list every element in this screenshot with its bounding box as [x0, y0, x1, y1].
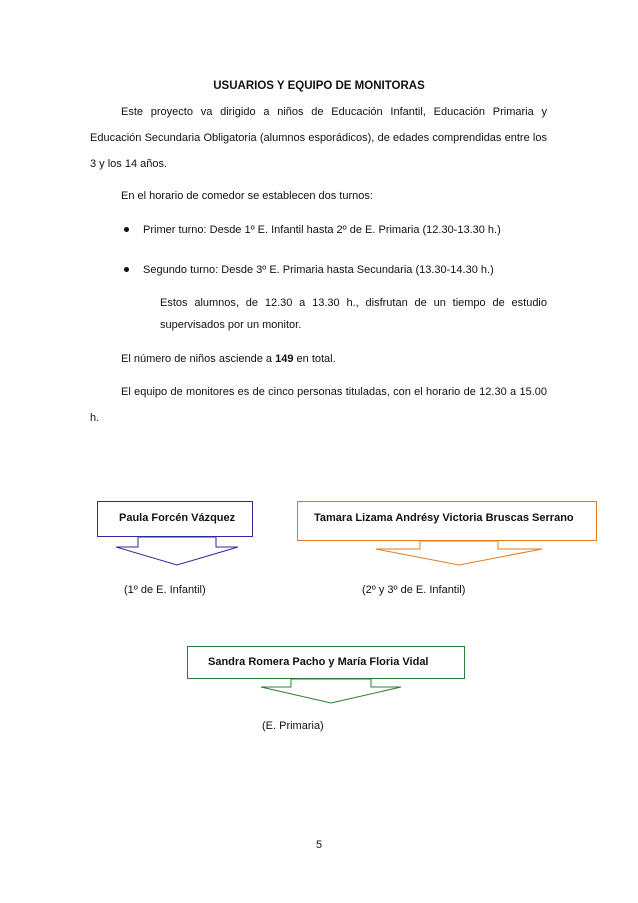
- down-arrow-3: [255, 679, 405, 703]
- monitor-box-3: Sandra Romera Pacho y María Floria Vidal: [187, 646, 465, 679]
- caption-3: (E. Primaria): [262, 720, 324, 732]
- monitor-box-2: Tamara Lizama Andrésy Victoria Bruscas Serrano: [297, 501, 597, 541]
- intro-paragraph: Este proyecto va dirigido a niños de Educación Infantil, Educación Primaria y Educación Secundaria Obligatoria (alumnos esporádicos), de edades comprendidas entre los 3 y los 14 años.: [90, 106, 547, 170]
- count-prefix: El número de niños asciende a: [121, 353, 276, 365]
- bullet-dot: [124, 267, 129, 272]
- page-number: 5: [315, 839, 323, 851]
- page-heading: USUARIOS Y EQUIPO DE MONITORAS: [213, 80, 425, 92]
- count-value: 149: [275, 353, 294, 365]
- caption-1: (1º de E. Infantil): [124, 584, 206, 596]
- turnos-intro: En el horario de comedor se establecen dos turnos:: [121, 190, 373, 202]
- bullet-item: Segundo turno: Desde 3º E. Primaria hasta Secundaria (13.30-14.30 h.): [143, 264, 494, 276]
- bullet-item: Primer turno: Desde 1º E. Infantil hasta 2º de E. Primaria (12.30-13.30 h.): [143, 224, 501, 236]
- children-count-line: [121, 352, 336, 366]
- down-arrow-2: [370, 541, 570, 565]
- count-suffix: en total.: [293, 353, 336, 365]
- bullet-dot: [124, 227, 129, 232]
- monitor-box-1: Paula Forcén Vázquez: [97, 501, 253, 537]
- sub-note: Estos alumnos, de 12.30 a 13.30 h., disfrutan de un tiempo de estudio supervisados por un monitor.: [160, 297, 547, 331]
- down-arrow-1: [138, 537, 238, 565]
- caption-2: (2º y 3º de E. Infantil): [362, 584, 466, 596]
- team-paragraph: El equipo de monitores es de cinco personas tituladas, con el horario de 12.30 a 15.00 h.: [90, 386, 547, 424]
